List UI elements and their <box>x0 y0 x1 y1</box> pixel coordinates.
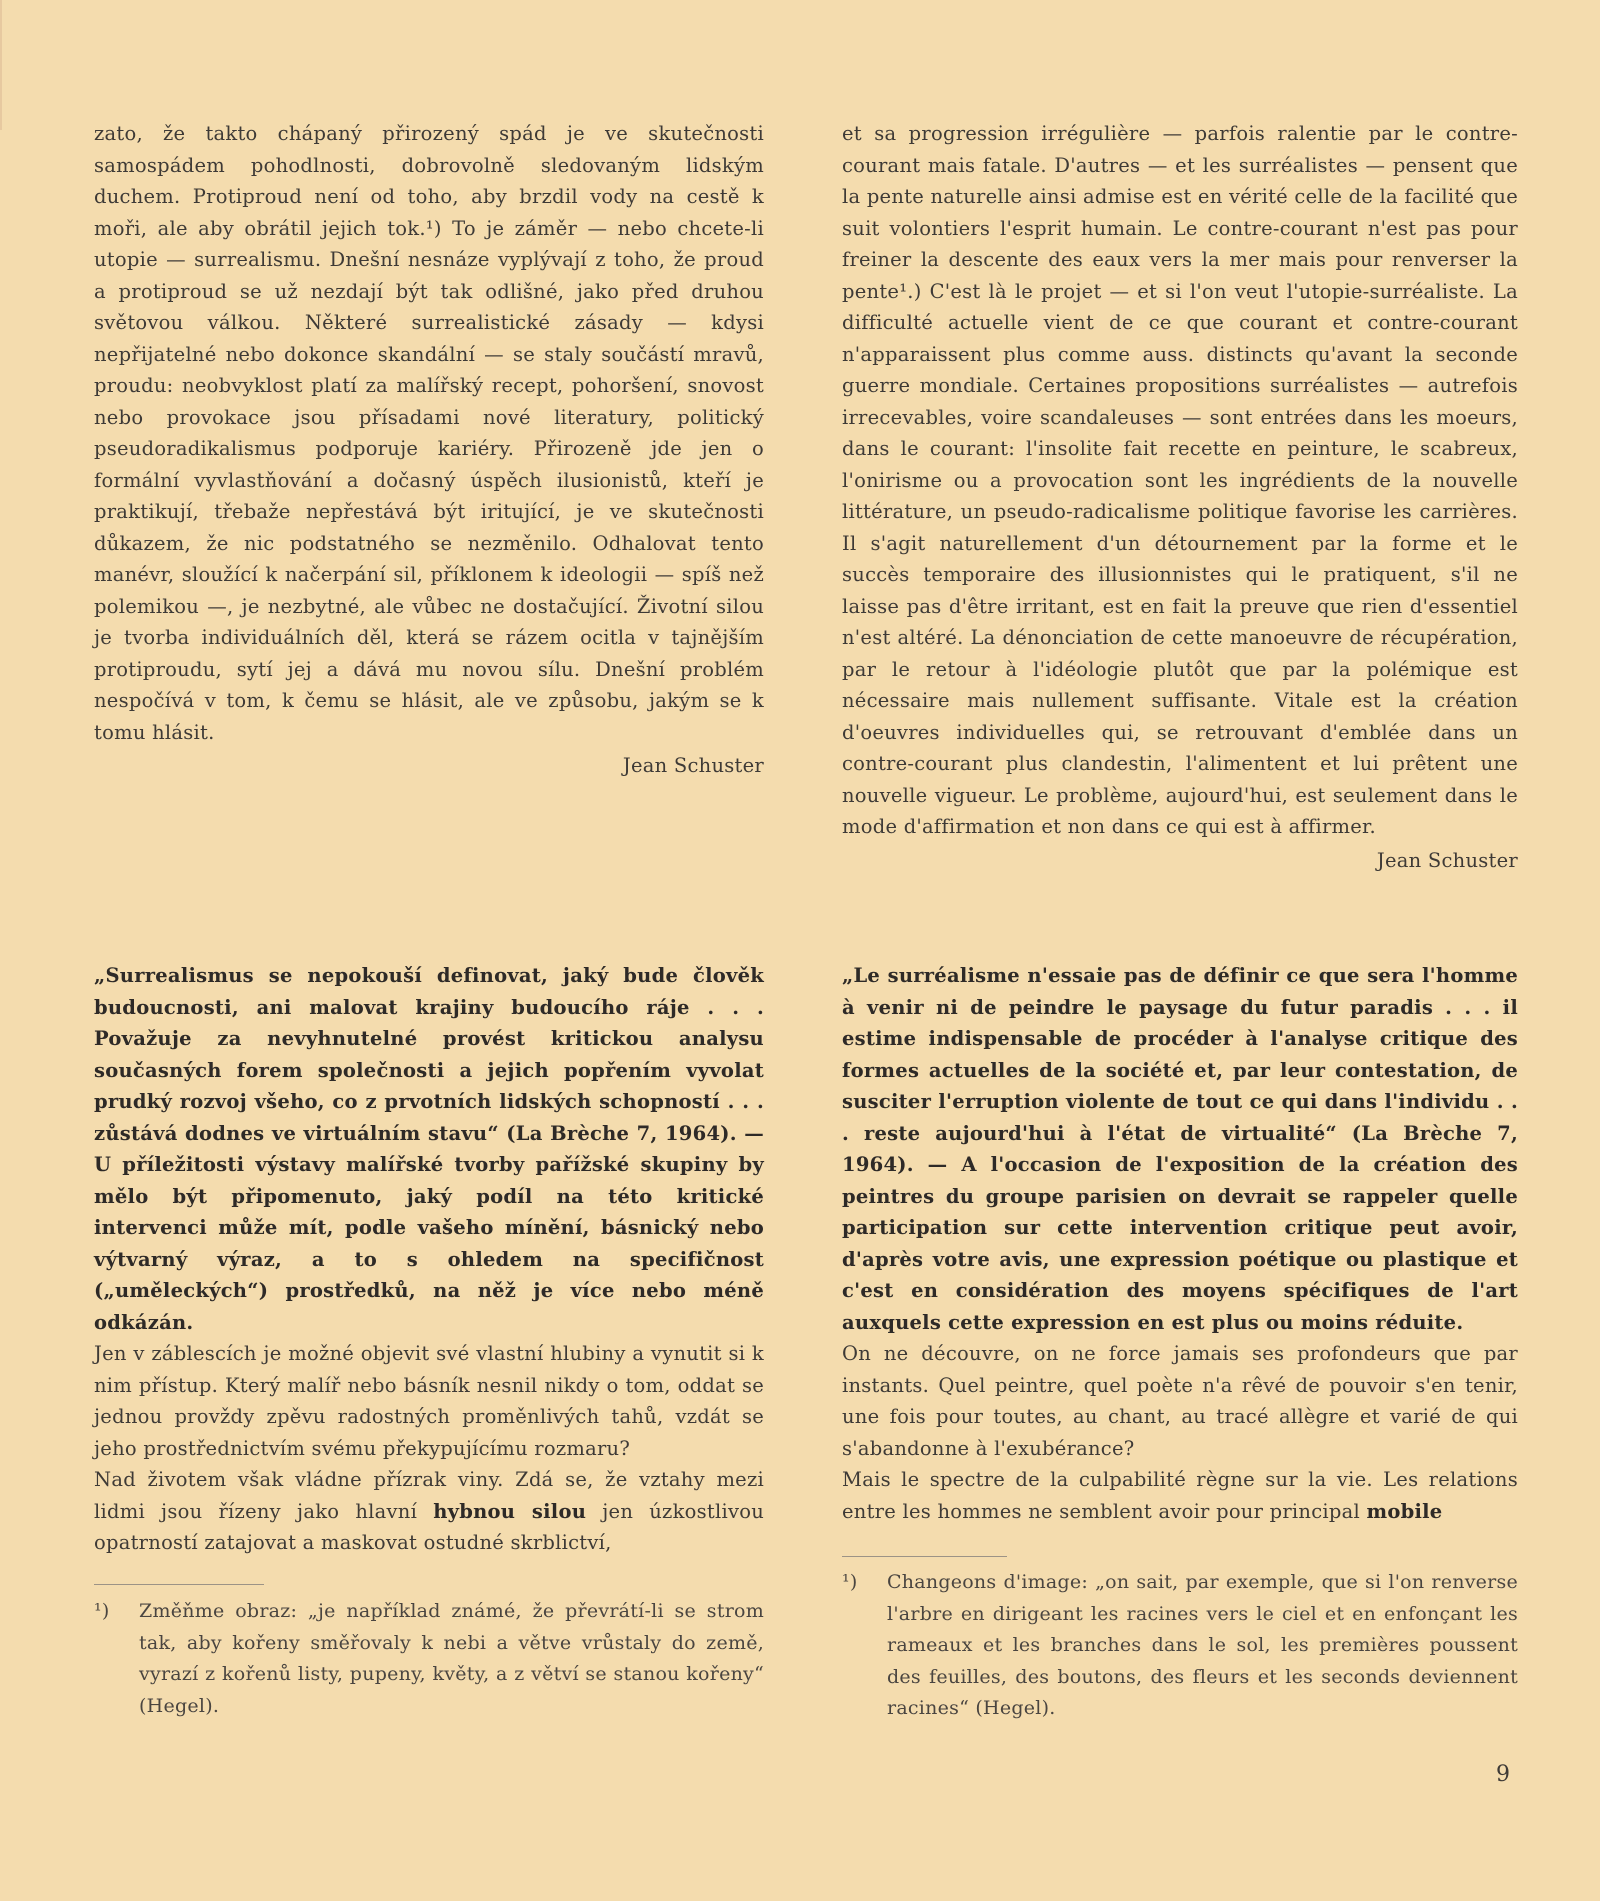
czech-footnote-divider <box>94 1584 264 1585</box>
czech-answer-2-end: jen úzkostlivou opatrností zatajovat a maskovat ostudné skrblictví, <box>94 1499 765 1554</box>
french-footnote-divider <box>842 1556 1007 1557</box>
czech-footnote <box>94 1596 764 1722</box>
czech-answer-2-emphasis: hybnou silou <box>433 1499 587 1523</box>
czech-question: „Surrealismus se nepokouší definovat, jaký bude člověk budoucnosti, ani malovat krajiny budoucího ráje . . . Považuje za nevyhnutelné provést kritickou analysu současných forem společnosti a jejich popřením vyvolat prudký rozvoj všeho, co z prvotních lidských schopností . . . zůstává dodnes ve virtuálním stavu“ (La Brèche 7, 1964). — U příležitosti výstavy malířské tvorby pařížské skupiny by mělo být připomenuto, jaký podíl na této kritické intervenci může mít, podle vašeho mínění, básnický nebo výtvarný výraz, a to s ohledem na specifičnost („uměleckých“) prostředků, na něž je více nebo méně odkázán. <box>94 964 764 1334</box>
french-text-column-bottom <box>842 960 1518 1527</box>
czech-text-column-top <box>94 118 764 782</box>
french-question: „Le surréalisme n'essaie pas de définir ce que sera l'homme à venir ni de peindre le paysage du futur paradis . . . il estime indispensable de procéder à l'analyse critique des formes actuelles de la société et, par leur contestation, de susciter l'erruption violente de tout ce qui dans l'individu . . . reste aujourd'hui à l'état de virtualité“ (La Brèche 7, 1964). — A l'occasion de l'exposition de la création des peintres du groupe parisien on devrait se rappeler quelle participation sur cette intervention critique peut avoir, d'après votre avis, une expression poétique ou plastique et c'est en considération des moyens spécifiques de l'art auxquels cette expression en est plus ou moins réduite. <box>842 964 1518 1334</box>
french-answer-2-emphasis: mobile <box>1366 1499 1443 1523</box>
page-number: 9 <box>1496 1762 1510 1787</box>
czech-answer-1: Jen v záblescích je možné objevit své vlastní hlubiny a vynutit si k nim přístup. Který malíř nebo básník nesnil nikdy o tom, oddat se jednou provždy zpěvu radostných proměnlivých tahů, vzdát se jeho prostřednictvím svému překypujícímu rozmaru? <box>94 1342 764 1460</box>
czech-signature: Jean Schuster <box>622 754 764 777</box>
french-signature: Jean Schuster <box>1376 848 1518 872</box>
french-paragraph: et sa progression irrégulière — parfois ralentie par le contre-courant mais fatale. D'autres — et les surréalistes — pensent que la pente naturelle ainsi admise est en vérité celle de la facilité que suit volontiers l'esprit humain. Le contre-courant n'est pas pour freiner la descente des eaux vers la mer mais pour renverser la pente¹.) C'est là le projet — et si l'on veut l'utopie-surréaliste. La difficulté actuelle vient de ce que courant et contre-courant n'apparaissent plus comme auss. distincts qu'avant la seconde guerre mondiale. Certaines propositions surréalistes — autrefois irrecevables, voire scandaleuses — sont entrées dans les moeurs, dans le courant: l'insolite fait recette en peinture, le scabreux, l'onirisme ou a provocation sont les ingrédients de la nouvelle littérature, un pseudo-radicalisme politique favorise les carrières. Il s'agit naturellement d'un détournement par la forme et le succès temporaire des illusionnistes qui le pratiquent, s'il ne laisse pas d'être irritant, est en fait la preuve que rien d'essentiel n'est altéré. La dénonciation de cette manoeuvre de récupération, par le retour à l'idéologie plutôt que par la polémique est nécessaire mais nullement suffisante. Vitale est la création d'oeuvres individuelles qui, se retrouvant d'emblée dans un contre-courant plus clandestin, l'alimentent et lui prêtent une nouvelle vigueur. Le problème, aujourd'hui, est seulement dans le mode d'affirmation et non dans ce qui est à affirmer. <box>842 122 1518 838</box>
czech-text-column-bottom <box>94 960 764 1559</box>
page-edge-shadow <box>0 0 2 130</box>
czech-answer-2-start: Nad životem však vládne přízrak viny. Zdá se, že vztahy mezi lidmi jsou řízeny jako hlavní <box>94 1468 764 1523</box>
czech-answer-2 <box>94 1464 764 1559</box>
french-text-column-top <box>842 118 1518 876</box>
czech-paragraph: zato, že takto chápaný přirozený spád je ve skutečnosti samospádem pohodlnosti, dobrovolně sledovaným lidským duchem. Protiproud není od toho, aby brzdil vody na cestě k moři, ale aby obrátil jejich tok.¹) To je záměr — nebo chcete-li utopie — surrealismu. Dnešní nesnáze vyplývají z toho, že proud a protiproud se už nezdají být tak odlišné, jako před druhou světovou válkou. Některé surrealistické zásady — kdysi nepřijatelné nebo dokonce skandální — se staly součástí mravů, proudu: neobvyklost platí za malířský recept, pohoršení, snovost nebo provokace jsou přísadami nové literatury, politický pseudoradikalismus podporuje kariéry. Přirozeně jde jen o formální vyvlastňování a dočasný úspěch ilusionistů, kteří je praktikují, třebaže nepřestává být iritující, je ve skutečnosti důkazem, že nic podstatného se nezměnilo. Odhalovat tento manévr, sloužící k načerpání sil, příklonem k ideologii — spíš než polemikou —, je nezbytné, ale vůbec ne dostačující. Životní silou je tvorba individuálních děl, která se rázem ocitla v tajnějším protiproudu, sytí jej a dává mu novou sílu. Dnešní problém nespočívá v tom, k čemu se hlásit, ale ve způsobu, jakým se k tomu hlásit. <box>94 122 764 744</box>
french-answer-2-start: Mais le spectre de la culpabilité règne sur la vie. Les relations entre les hommes ne semblent avoir pour principal <box>842 1468 1518 1523</box>
czech-footnote-text: Změňme obraz: „je například známé, že převrátí-li se strom tak, aby kořeny směřovaly k nebi a větve vrůstaly do země, vyrazí z kořenů listy, pupeny, květy, a z větví se stanou kořeny“ (Hegel). <box>139 1600 764 1717</box>
french-footnote-mark: ¹) <box>842 1571 858 1593</box>
czech-footnote-mark: ¹) <box>94 1600 110 1622</box>
french-footnote <box>842 1567 1518 1725</box>
french-footnote-text: Changeons d'image: „on sait, par exemple, que si l'on renverse l'arbre en dirigeant les racines vers le ciel et en enfonçant les rameaux et les branches dans le sol, les premières poussent des feuilles, des boutons, des fleurs et les seconds deviennent racines“ (Hegel). <box>887 1571 1518 1719</box>
french-answer-2 <box>842 1464 1518 1527</box>
french-answer-1: On ne découvre, on ne force jamais ses profondeurs que par instants. Quel peintre, quel poète n'a rêvé de pouvoir s'en tenir, une fois pour toutes, au chant, au tracé allègre et varié de qui s'abandonne à l'exubérance? <box>842 1342 1518 1460</box>
